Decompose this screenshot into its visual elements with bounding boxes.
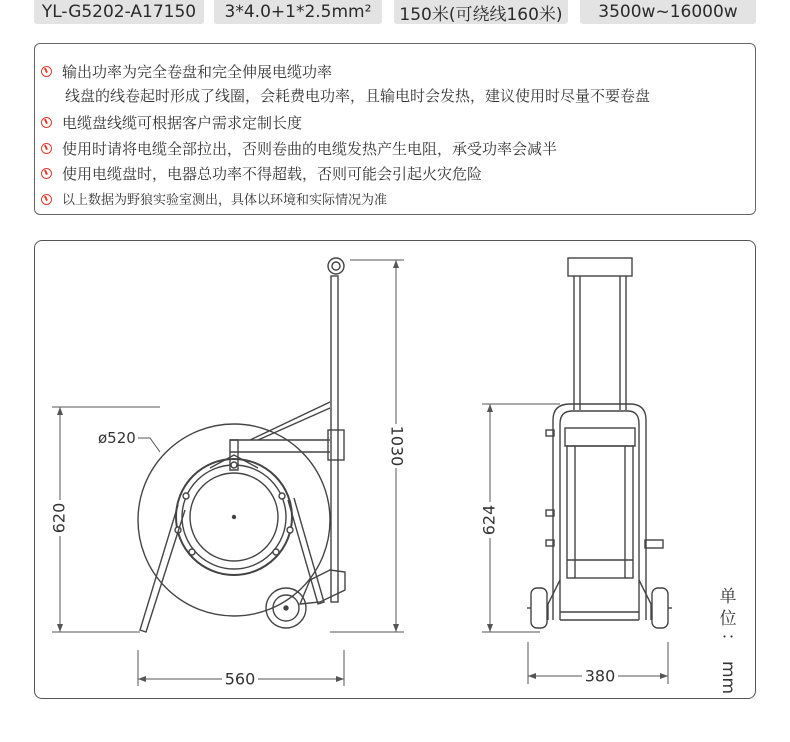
dim-side-width: 560 (224, 669, 256, 689)
spec-length: 150米(可绕线160米) (394, 0, 568, 24)
dim-front-width: 380 (584, 666, 616, 686)
unit-char: 位 (719, 609, 737, 629)
note-text: 电缆盘线缆可根据客户需求定制长度 (62, 114, 303, 132)
unit-mm: mm (718, 661, 738, 695)
unit-label (716, 586, 740, 695)
note-text: 使用电缆盘时，电器总功率不得超载，否则可能会引起火灾危险 (62, 165, 483, 183)
dim-left-height: 620 (49, 502, 69, 534)
dim-diameter: ø520 (98, 429, 136, 447)
spec-cable: 3*4.0+1*2.5mm² (214, 0, 382, 24)
dim-total-height: 1030 (387, 425, 407, 467)
note-text: 使用时请将电缆全部拉出，否则卷曲的电缆发热产生电阻，承受功率会减半 (62, 140, 558, 158)
unit-char: 单 (719, 587, 737, 607)
unit-colon: ： (718, 632, 738, 650)
note-text: 以上数据为野狼实验室测出，具体以环境和实际情况为准 (62, 193, 388, 208)
note-text: 输出功率为完全卷盘和完全伸展电缆功率 (62, 63, 333, 81)
dim-front-height: 624 (479, 504, 499, 536)
note-continuation: 线盘的线卷起时形成了线圈，会耗费电功率，且输电时会发热，建议使用时尽量不要卷盘 (65, 87, 651, 105)
spec-model: YL-G5202-A17150 (34, 0, 204, 24)
spec-power: 3500w~16000w (580, 0, 756, 24)
reel-outer-disc (138, 424, 330, 616)
